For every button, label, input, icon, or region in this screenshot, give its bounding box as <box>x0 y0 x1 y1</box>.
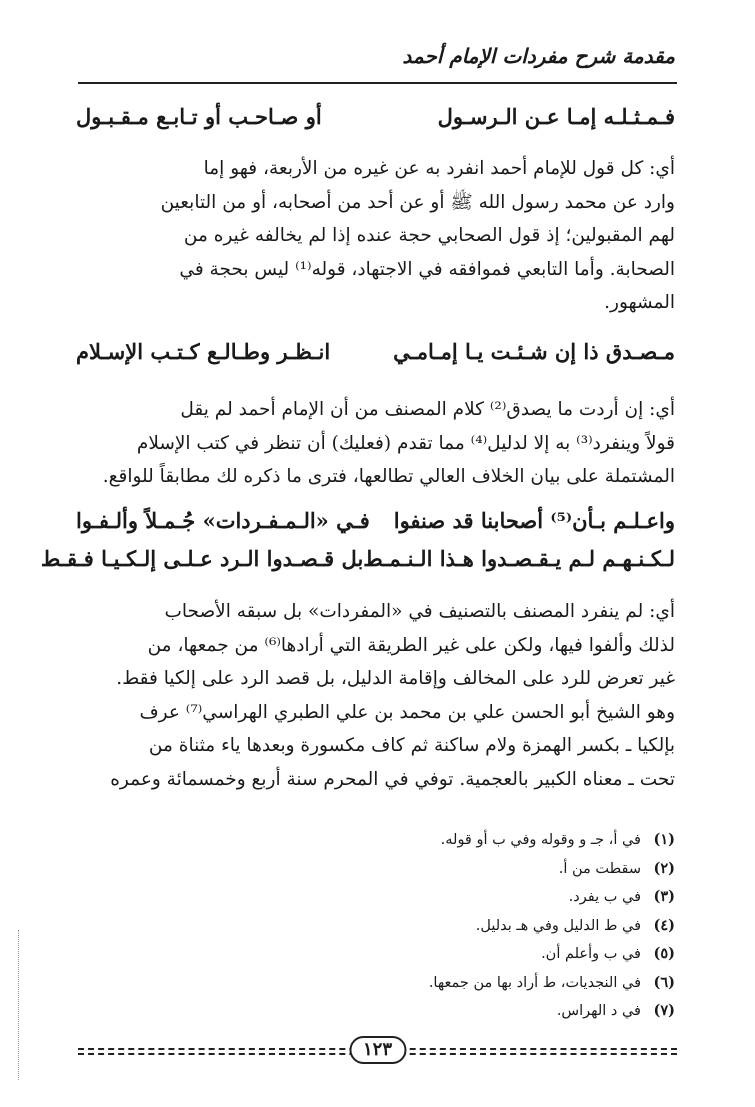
commentary-paragraph-1 <box>76 152 675 320</box>
text-line: أي: كل قول للإمام أحمد انفرد به عن غيره من الأربعة، فهو إما <box>203 158 675 179</box>
text-line: تحت ـ معناه الكبير بالعجمية. توفي في المحرم سنة أربع وخمسمائة وعمره <box>110 768 675 790</box>
text-line: أي: إن أردت ما يصدق⁽²⁾ كلام المصنف من أن الإمام أحمد لم يقل <box>180 399 675 420</box>
text-line: الصحابة. وأما التابعي فموافقه في الاجتهاد، قوله⁽¹⁾ ليس بحجة في <box>179 258 675 280</box>
text-line: وهو الشيخ أبو الحسن علي بن محمد بن علي الطبري الهراسي⁽⁷⁾ عرف <box>139 701 675 723</box>
commentary-paragraph-3 <box>76 595 675 796</box>
text-line: قولاً وينفرد⁽³⁾ به إلا لدليل⁽⁴⁾ مما تقدم (فعليك) أن تنظر في كتب الإسلام <box>136 432 675 454</box>
footnote-item <box>300 855 675 884</box>
running-head: مقدمة شرح مفردات الإمام أحمد <box>402 44 675 68</box>
verse-3-second-hemistich: فـي «الـمـفـردات» جُـمـلاً وألـفـوا <box>76 508 370 533</box>
verse-1-second-hemistich: أو صـاحـب أو تـابـع مـقـبـول <box>76 104 322 129</box>
footnote-number: (١) <box>653 831 675 848</box>
header-rule <box>78 82 677 84</box>
verse-1 <box>76 104 675 129</box>
page-number: ١٢٣ <box>349 1036 406 1064</box>
footnote-text: في ب وأعلم أن. <box>541 946 641 962</box>
text-line: غير تعرض للرد على المخالف وإقامة الدليل، بل قصد الرد على إلكيا فقط. <box>116 668 675 689</box>
footnote-text: في د الهراس. <box>556 1003 641 1019</box>
footnote-number: (٤) <box>653 916 675 934</box>
footnote-number: (٦) <box>653 973 675 991</box>
text-line: وارد عن محمد رسول الله ﷺ أو عن أحد من أصحابه، أو من التابعين <box>160 191 675 213</box>
footnote-text: في ط الدليل وفي هـ بدليل. <box>475 917 641 934</box>
text-line: لهم المقبولين؛ إذ قول الصحابي حجة عنده إذا لم يخالفه غيره من <box>183 225 675 246</box>
footnote-text: في النجديات، ط أراد بها من جمعها. <box>428 974 641 991</box>
verse-4 <box>40 546 675 571</box>
footnote-item <box>300 940 675 969</box>
verse-2-second-hemistich: انـظـر وطـالـع كـتـب الإسـلام <box>76 339 331 364</box>
footnote-text: في أ، جـ و وقوله وفي ب أو قوله. <box>440 832 641 848</box>
footnote-number: (٣) <box>653 888 675 905</box>
footnote-item <box>300 997 675 1026</box>
verse-3 <box>76 508 675 533</box>
text-line: بإلكيا ـ بكسر الهمزة ولام ساكنة ثم كاف مكسورة وبعدها ياء مثناة من <box>148 735 675 756</box>
footnote-number: (٥) <box>653 945 675 962</box>
footnote-number: (٧) <box>653 1002 675 1019</box>
footnote-item <box>300 826 675 855</box>
verse-1-first-hemistich: فـمـثـلـه إمـا عـن الـرسـول <box>437 104 675 129</box>
footnote-text: في ب يفرد. <box>568 889 641 905</box>
verse-2-first-hemistich: مـصـدق ذا إن شـئـت يـا إمـامـي <box>393 339 675 364</box>
footnote-item <box>300 912 675 941</box>
commentary-paragraph-2 <box>76 393 675 494</box>
footnote-text: سقطت من أ. <box>558 860 641 877</box>
text-line: أي: لم ينفرد المصنف بالتصنيف في «المفردات» بل سبقه الأصحاب <box>164 601 675 622</box>
verse-2 <box>76 339 675 364</box>
verse-4-second-hemistich: بل قـصـدوا الـرد عـلـى إلـكـيـا فـقـط <box>40 546 364 571</box>
text-line: المشتملة على بيان الخلاف العالي تطالعها، فترى ما ذكره لك مطابقاً للواقع. <box>102 466 675 487</box>
footnote-item <box>300 883 675 912</box>
verse-3-first-hemistich: واعـلـم بـأن⁽⁵⁾ أصحابنا قد صنفوا <box>393 508 675 533</box>
text-line: المشهور. <box>604 292 675 313</box>
verse-4-first-hemistich: لـكـنـهـم لـم يـقـصـدوا هـذا الـنـمـط <box>363 546 675 571</box>
margin-scan-mark <box>18 930 20 1080</box>
footnotes <box>300 826 675 1026</box>
footnote-number: (٢) <box>653 859 675 877</box>
footnote-item <box>300 969 675 998</box>
text-line: لذلك وألفوا فيها، ولكن على غير الطريقة التي أرادها⁽⁶⁾ من جمعها، من <box>147 634 675 656</box>
